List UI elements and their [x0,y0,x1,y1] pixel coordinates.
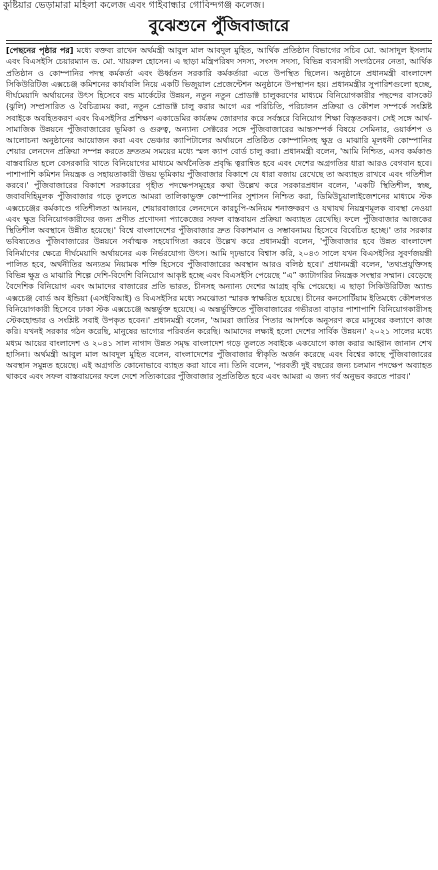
article-paragraph [6,45,432,383]
article-text: মধ্যে বক্তব্য রাখেন অর্থমন্ত্রী আবুল মাল আবদুল মুহিত, আর্থিক প্রতিষ্ঠান বিভাগের সচিব মো. আসাদুল ইসলাম এবং বিএসইসি চেয়ারম্যান ড. মো. খায়রুল হোসেন। এ ছাড়া মন্ত্রিপরিষদ সদস্য, সংসদ সদস্য, বিভিন্ন ব্যবসায়ী সংগঠনের নেতা, আর্থিক প্রতিষ্ঠান ও কোম্পানির পদস্থ কর্মকর্তা এবং ঊর্ধ্বতন সরকারি কর্মকর্তারা এতে উপস্থিত ছিলেন। অনুষ্ঠানে প্রধানমন্ত্রী বাংলাদেশ সিকিউরিটিজ এক্সচেঞ্জ কমিশনের কার্যাবলি নিয়ে একটি ভিজুয়াল প্রেজেন্টেশন অনুষ্ঠানে উপস্থাপন হয়। প্রধানমন্ত্রীর সুপারিশগুলো হচ্ছে, দীর্ঘমেয়াদি অর্থায়নের উৎস হিসেবে বন্ড মার্কেটের উন্নয়ন, নতুন নতুন প্রোডাক্ট চালুকরণের মাধ্যমে বিনিয়োগকারীর পছন্দের বাসকেট (ঝুলি) সম্প্রসারিত ও বৈচিত্র্যময় করা, নতুন প্রোডাক্ট চালু করার আগে এর পরিচিতি, পরিচালন প্রক্রিয়া ও কৌশল সম্পর্কে সংশ্লিষ্ট সবাইকে অবহিতকরণ এবং বিএসইসির প্রশিক্ষণ একাডেমির কার্যক্রম জোরদার করে সর্বস্তরে বিনিয়োগ শিক্ষা বিস্তৃতকরণ। সেই সঙ্গে আর্থ-সামাজিক উন্নয়নে পুঁজিবাজারের ভূমিকা ও গুরুত্ব, অন্যান্য সেক্টরের সঙ্গে পুঁজিবাজারের আন্তসম্পর্ক বিষয়ে সেমিনার, ওয়ার্কশপ ও আলোচনা অনুষ্ঠানের আয়োজন করা এবং ভেঞ্চার ক্যাপিটালের অর্থায়নে প্রতিষ্ঠিত কোম্পানিসহ ক্ষুদ্র ও মাঝারি মূলধনী কোম্পানির শেয়ার লেনদেন প্রক্রিয়া সম্পন্ন করতে দ্রুততম সময়ের মধ্যে স্মল ক্যাপ বোর্ড চালু করা। প্রধানমন্ত্রী বলেন, 'আমি নিশ্চিত, এসব কর্মকাণ্ড বাস্তবায়িত হলে বেসরকারি খাতে বিনিয়োগের মাধ্যমে অর্থনৈতিক প্রবৃদ্ধি ত্বরান্বিত হবে এবং দেশের অগ্রগতির ধারা আরও বেগবান হবে। পাশাপাশি কমিশন নিয়ন্ত্রক ও সহায়তাকারী উভয় ভূমিকায় পুঁজিবাজার বিকাশে যে ধারা বজায় রেখেছে তা অব্যাহত রাখবে এবং গতিশীল করবে।' পুঁজিবাজারের বিকাশে সরকারের গৃহীত পদক্ষেপসমূহের কথা উল্লেখ করে সরকারপ্রধান বলেন, 'একটি স্থিতিশীল, স্বচ্ছ, জবাবদিহিমূলক পুঁজিবাজার গড়ে তুলতে আমরা তালিকাভুক্ত কোম্পানির সুশাসন নিশ্চিত করা, ডিমিউচুয়ালাইজেশনের মাধ্যমে স্টক এক্সচেঞ্জের কর্মকাণ্ডে গতিশীলতা আনয়ন, শেয়ারবাজারে লেনদেনে কারচুপি-অনিয়ম শনাক্তকরণ ও যথাযথ নিয়ন্ত্রণমূলক ব্যবস্থা নেওয়া এবং ক্ষুদ্র বিনিয়োগকারীদের জন্য প্রণীত প্রণোদনা প্যাকেজের সফল বাস্তবায়ন প্রক্রিয়া অব্যাহত রেখেছি। ফলে পুঁজিবাজার আজকের স্থিতিশীল অবস্থানে উন্নীত হয়েছে।' বিশ্বে বাংলাদেশের পুঁজিবাজার দ্রুত বিকাশমান ও সম্ভাবনাময় হিসেবে বিবেচিত হচ্ছে।' তার সরকার ভবিষ্যতেও পুঁজিবাজারের উন্নয়নে সর্বাত্মক সহযোগিতা করবে উল্লেখ করে প্রধানমন্ত্রী বলেন, 'পুঁজিবাজার হবে উন্নত বাংলাদেশ বিনির্মাণের ক্ষেত্রে দীর্ঘমেয়াদি অর্থায়নের এক নির্ভরযোগ্য উৎস। আমি দৃঢ়ভাবে বিশ্বাস করি, ২০৪৩ সালে যখন বিএসইসির সুবর্ণজয়ন্তী পালিত হবে, অর্থনীতির অন্যতম নিয়ামক শক্তি হিসেবে পুঁজিবাজারের অবস্থান আরও বলিষ্ঠ হবে।' প্রধানমন্ত্রী বলেন, 'তথ্যপ্রযুক্তিসহ বিভিন্ন ক্ষুদ্র ও মাঝারি শিল্পে দেশি-বিদেশি বিনিয়োগ আকৃষ্ট হচ্ছে এবং বিএসইসি পেয়েছে “এ” ক্যাটাগরির নিয়ন্ত্রক সংস্থার সম্মান। বেড়েছে বৈদেশিক বিনিয়োগ এবং আমাদের বাজারের প্রতি ভারত, চীনসহ অন্যান্য দেশের আগ্রহ বৃদ্ধি পেয়েছে। এ ছাড়া সিকিউরিটিজ অ্যান্ড এক্সচেঞ্জ বোর্ড অব ইন্ডিয়া (এসইবিআই) ও বিএসইসির মধ্যে সমঝোতা স্মারক স্বাক্ষরিত হয়েছে। চীনের কনসোর্টিয়াম ইতিমধ্যে কৌশলগত বিনিয়োগকারী হিসেবে ঢাকা স্টক এক্সচেঞ্জে অন্তর্ভুক্ত হয়েছে। এ অন্তর্ভুক্তিতে পুঁজিবাজারের গভীরতা বাড়ার পাশাপাশি বিনিয়োগকারীসহ স্টেকহোল্ডার ও সংশ্লিষ্ট সবাই উপকৃত হবেন।' প্রধানমন্ত্রী বলেন, 'আমরা জাতির পিতার আদর্শকে অনুসরণ করে মানুষের কল্যাণে কাজ করি। যখনই সরকার গঠন করেছি, মানুষের ভাগ্যের পরিবর্তন করেছি। আমাদের লক্ষ্যই হলো দেশের সার্বিক উন্নয়ন।' ২০২১ সালের মধ্যে মধ্যম আয়ের বাংলাদেশ ও ২০৪১ সাল নাগাদ উন্নত সমৃদ্ধ বাংলাদেশ গড়ে তুলতে সবাইকে একযোগে কাজ করার আহ্বান জানান শেখ হাসিনা। অর্থমন্ত্রী আবুল মাল আবদুল মুহিত বলেন, বাংলাদেশের পুঁজিবাজার স্বীকৃতি অর্জন করেছে এবং বিশ্বের কাছে পুঁজিবাজারের অবস্থান সমুন্নত হয়েছে। এই অগ্রগতি কোনোভাবে ব্যাহত করা যাবে না। তিনি বলেন, 'পরবর্তী দুই বছরের জন্য চলমান পদক্ষেপ অব্যাহত থাকবে এবং সফল বাস্তবায়নের ফলে দেশে সত্যিকারের পুঁজিবাজার সুপ্রতিষ্ঠিত হবে এবং আমরা এ জন্য গর্ব অনুভব করতে পারব।' [6,45,432,382]
previous-article-tail: কুষ্টিয়ার ভেড়ামারা মহিলা কলেজ এবং গাইবান্ধার গোবিন্দগঞ্জ কলেজ। [3,0,265,11]
article-body [6,45,432,865]
continuation-marker: [পেছনের পৃষ্ঠার পর] [6,45,74,55]
headline-divider [6,40,432,44]
article-headline: বুঝেশুনে পুঁজিবাজারে [148,16,290,35]
